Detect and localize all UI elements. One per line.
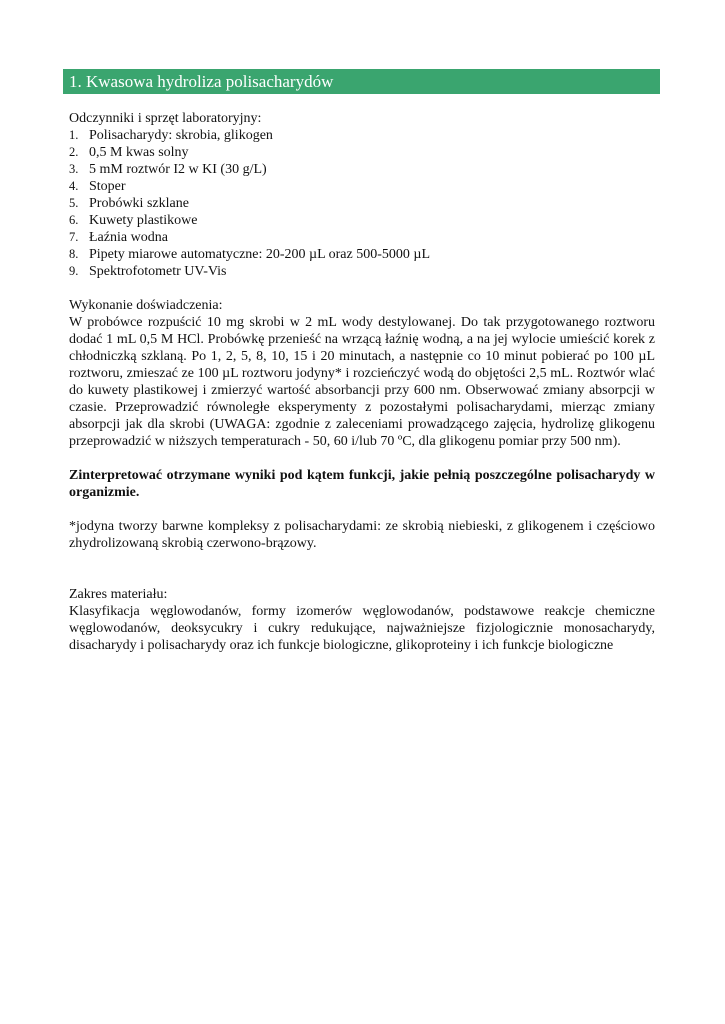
list-item: 5. Probówki szklane <box>69 196 189 211</box>
list-item: 2. 0,5 M kwas solny <box>69 145 189 160</box>
procedure-heading: Wykonanie doświadczenia: <box>69 298 223 313</box>
reagents-heading: Odczynniki i sprzęt laboratoryjny: <box>69 111 262 126</box>
reagents-list <box>69 127 655 280</box>
section-title: 1. Kwasowa hydroliza polisacharydów <box>69 72 334 91</box>
document-body <box>69 110 655 654</box>
list-item: 9. Spektrofotometr UV-Vis <box>69 264 227 279</box>
list-item: 3. 5 mM roztwór I2 w KI (30 g/L) <box>69 162 267 177</box>
list-item: 8. Pipety miarowe automatyczne: 20-200 µL oraz 500-5000 µL <box>69 247 431 262</box>
list-item: 1. Polisacharydy: skrobia, glikogen <box>69 128 273 143</box>
iodine-footnote: *jodyna tworzy barwne kompleksy z polisacharydami: ze skrobią niebieski, z glikogenem i częściowo zhydrolizowaną skrobią czerwono-brązowy. <box>69 519 655 551</box>
material-scope-text: Klasyfikacja węglowodanów, formy izomerów węglowodanów, podstawowe reakcje chemiczne węglowodanów, deoksycukry i cukry redukujące, najważniejsze fizjologicznie monosacharydy, disacharydy i polisacharydy oraz ich funkcje biologiczne, glikoproteiny i ich funkcje biologiczne <box>69 604 655 653</box>
interpretation-instruction: Zinterpretować otrzymane wyniki pod kątem funkcji, jakie pełnią poszczególne polisacharydy w organizmie. <box>69 468 655 500</box>
section-title-bar <box>63 69 660 94</box>
list-item: 7. Łaźnia wodna <box>69 230 168 245</box>
procedure-text: W probówce rozpuścić 10 mg skrobi w 2 mL wody destylowanej. Do tak przygotowanego roztworu dodać 1 mL 0,5 M HCl. Probówkę przenieść na wrzącą łaźnię wodną, a na jej wylocie umieścić korek z chłodniczką szklaną. Po 1, 2, 5, 8, 10, 15 i 20 minutach, a następnie co 10 minut pobierać po 100 µL roztworu, zmieszać ze 100 µL roztworu jodyny* i rozcieńczyć wodą do objętości 2,5 mL. Roztwór wlać do kuwety plastikowej i zmierzyć wartość absorbancji przy 600 nm. Obserwować zmiany absorpcji w czasie. Przeprowadzić równoległe eksperymenty z pozostałymi polisacharydami, mierząc zmiany absorpcji jak dla skrobi (UWAGA: zgodnie z zaleceniami prowadzącego zajęcia, hydrolizę glikogenu przeprowadzić w niższych temperaturach - 50, 60 i/lub 70 ºC, dla glikogenu pomiar przy 500 nm). <box>69 315 655 449</box>
material-scope-heading: Zakres materiału: <box>69 587 168 602</box>
list-item: 4. Stoper <box>69 179 126 194</box>
list-item: 6. Kuwety plastikowe <box>69 213 198 228</box>
